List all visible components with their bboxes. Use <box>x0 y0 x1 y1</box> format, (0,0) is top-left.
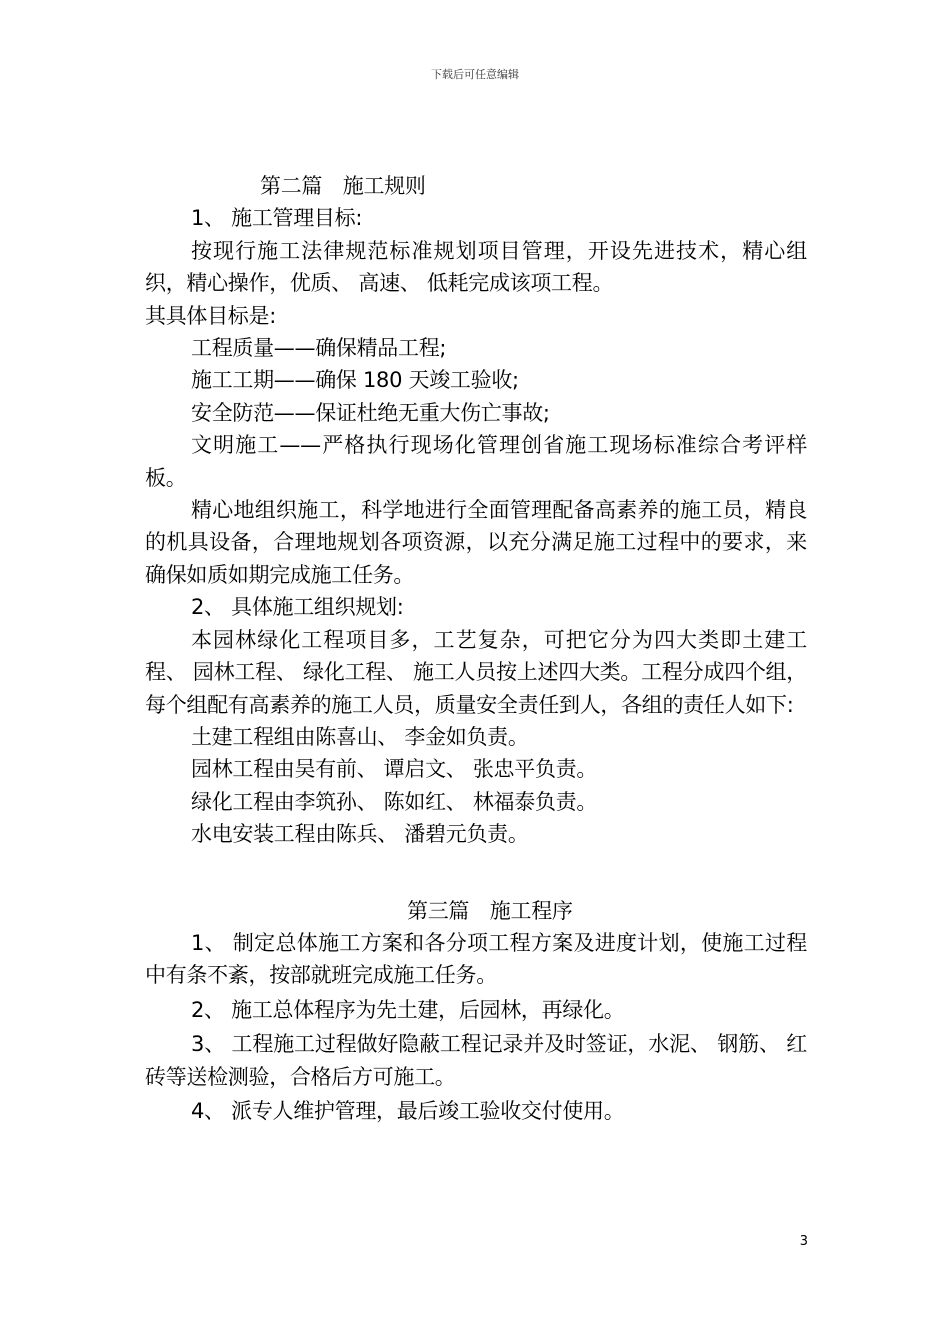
organization-paragraph: 精心地组织施工，科学地进行全面管理配备高素养的施工员，精良的机具设备，合理地规划各项资源，以充分满足施工过程中的要求，来确保如质如期完成施工任务。 <box>145 498 807 587</box>
goal-civilized: 文明施工——严格执行现场化管理创省施工现场标准综合考评样板。 <box>145 433 807 490</box>
goal-safety: 安全防范——保证杜绝无重大伤亡事故; <box>191 400 550 425</box>
document-body <box>145 170 807 1127</box>
team-garden: 园林工程由吴有前、 谭启文、 张忠平负责。 <box>191 757 598 782</box>
procedure-step-3: 3、 工程施工过程做好隐蔽工程记录并及时签证，水泥、 钢筋、 红砖等送检测验，合格后方可施工。 <box>145 1032 807 1089</box>
planning-paragraph: 本园林绿化工程项目多，工艺复杂，可把它分为四大类即土建工程、 园林工程、 绿化工程、 施工人员按上述四大类。工程分成四个组，每个组配有高素养的施工人员，质量安全责任到人，各组的责任人如下: <box>145 627 807 717</box>
procedure-step-1: 1、 制定总体施工方案和各分项工程方案及进度计划，使施工过程中有条不紊，按部就班完成施工任务。 <box>145 930 807 988</box>
team-utilities: 水电安装工程由陈兵、 潘碧元负责。 <box>191 822 529 847</box>
procedure-step-2: 2、 施工总体程序为先土建，后园林，再绿化。 <box>191 997 625 1022</box>
management-goal-paragraph: 按现行施工法律规范标准规划项目管理，开设先进技术，精心组织，精心操作，优质、 高速、 低耗完成该项工程。 <box>145 238 807 296</box>
page-number: 3 <box>799 1234 808 1249</box>
section-title-2: 第二篇 施工规则 <box>260 174 426 198</box>
section2-item2-heading: 2、 具体施工组织规划: <box>191 595 404 620</box>
team-greening: 绿化工程由李筑孙、 陈如红、 林福泰负责。 <box>191 789 598 814</box>
section-spacer <box>145 851 807 895</box>
team-civil: 土建工程组由陈喜山、 李金如负责。 <box>191 724 529 749</box>
section-title-3: 第三篇 施工程序 <box>407 898 573 923</box>
page-header: 下载后可任意编辑 <box>431 68 519 81</box>
goal-schedule: 施工工期——确保 180 天竣工验收; <box>191 368 519 393</box>
section2-item1-heading: 1、 施工管理目标: <box>191 206 363 231</box>
goal-quality: 工程质量——确保精品工程; <box>191 336 447 361</box>
specific-goals-label: 其具体目标是: <box>145 303 276 328</box>
procedure-step-4: 4、 派专人维护管理，最后竣工验收交付使用。 <box>191 1098 625 1123</box>
